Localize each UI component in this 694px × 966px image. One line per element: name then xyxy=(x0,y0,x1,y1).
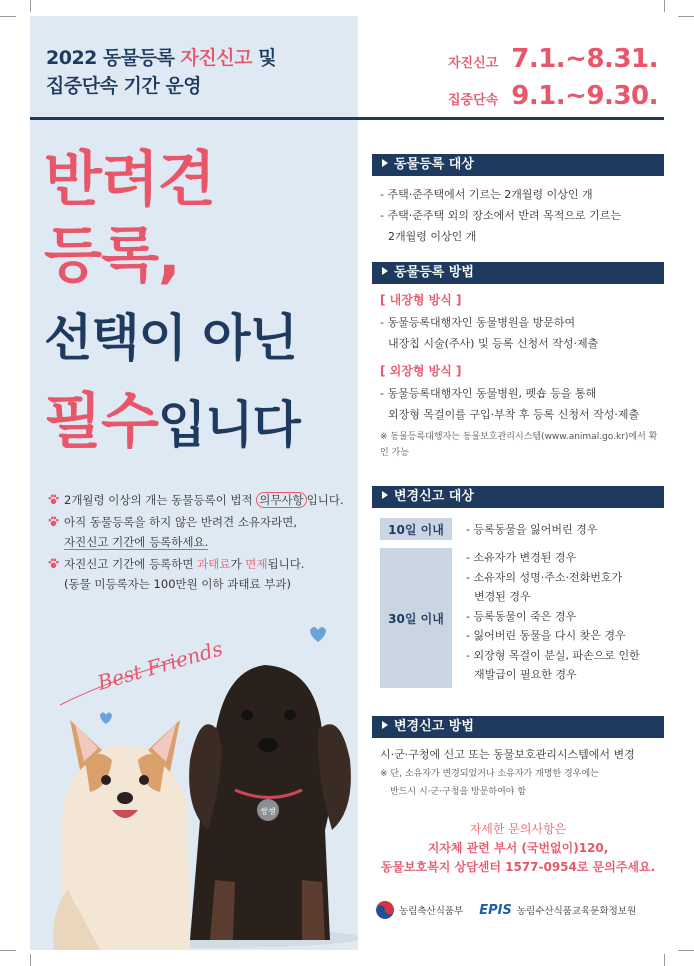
taegeuk-emblem-icon xyxy=(376,901,394,919)
list-item: - 동물등록대행자인 동물병원, 펫숍 등을 통해 xyxy=(380,387,597,400)
period-dates xyxy=(448,44,658,118)
crop-mark xyxy=(664,0,665,12)
title-line-2: 집중단속 기간 운영 xyxy=(46,75,202,97)
title-text: 2022 동물등록 xyxy=(46,47,181,69)
change-method-note: 반드시 시·군·구청을 방문하여야 함 xyxy=(390,787,527,797)
list-item: - 소유자의 성명·주소·전화번호가 xyxy=(466,570,623,584)
period-box-30-days: 30일 이내 xyxy=(380,548,452,688)
bullet-item xyxy=(48,512,348,552)
bullet-item xyxy=(48,554,348,594)
bullet-text: 됩니다. xyxy=(267,557,305,571)
bullet-text: 아직 동물등록을 하지 않은 반려견 소유자라면, xyxy=(64,515,298,529)
period2-list xyxy=(466,548,662,685)
bullet-item xyxy=(48,490,348,510)
external-method-list xyxy=(380,383,660,425)
bullet-note: (동물 미등록자는 100만원 이하 과태료 부과) xyxy=(64,577,291,591)
section-title: 변경신고 대상 xyxy=(394,489,474,504)
best-friends-script: Best Friends xyxy=(94,636,226,695)
bullet-text: 가 xyxy=(230,557,246,571)
date-row-self-report xyxy=(448,44,658,81)
section-title: 동물등록 방법 xyxy=(394,265,474,280)
title-text: 및 xyxy=(251,47,276,69)
contact-info xyxy=(372,820,664,877)
period1-list xyxy=(466,520,662,540)
footer-logos xyxy=(376,900,666,920)
date-row-crackdown xyxy=(448,81,658,118)
change-method-text: 시·군·구청에 신고 또는 동물보호관리시스템에서 변경 xyxy=(380,748,635,761)
headline-line-4 xyxy=(44,387,300,457)
crop-mark xyxy=(678,950,694,951)
list-item: 내장칩 시술(주사) 및 등록 신청서 작성·제출 xyxy=(388,337,599,350)
list-item: - 잃어버린 동물을 다시 찾은 경우 xyxy=(466,629,626,642)
dachshund-dog xyxy=(189,665,351,940)
list-item: - 주택·준주택 외의 장소에서 반려 목적으로 기르는 xyxy=(380,209,621,222)
triangle-icon xyxy=(382,159,388,167)
dog-tag-text: 쌍챙 xyxy=(260,807,276,816)
heart-icon xyxy=(100,713,112,725)
section-header-change-target xyxy=(372,486,664,508)
bullet-text: 입니다. xyxy=(306,493,344,507)
date-label: 집중단속 xyxy=(448,93,499,108)
headline-line-3: 선택이 아닌 xyxy=(44,309,297,367)
corgi-dog xyxy=(53,720,190,950)
external-method-title: [ 외장형 방식 ] xyxy=(380,364,462,378)
bullet-text: 2개월령 이상의 개는 동물등록이 법적 xyxy=(64,493,257,507)
crop-mark xyxy=(30,0,31,12)
paw-icon xyxy=(48,558,59,569)
list-item: - 주택·준주택에서 기르는 2개월령 이상인 개 xyxy=(380,188,593,201)
list-item: - 소유자가 변경된 경우 xyxy=(466,551,577,564)
poster-title xyxy=(46,44,276,100)
triangle-icon xyxy=(382,267,388,275)
info-bullets xyxy=(48,490,348,594)
highlight-text: 과태료 xyxy=(197,557,231,571)
underlined-text: 자진신고 기간에 등록하세요. xyxy=(64,535,209,549)
agency-name: 농림수산식품교육문화정보원 xyxy=(516,906,637,917)
heart-icon xyxy=(310,627,326,642)
list-item: 변경된 경우 xyxy=(474,590,531,603)
title-line-1 xyxy=(46,44,276,72)
headline-highlight: 필수 xyxy=(44,387,158,457)
header-divider xyxy=(30,117,664,120)
date-value: 9.1.~9.30. xyxy=(511,81,658,111)
crop-mark xyxy=(678,16,694,17)
dogs-illustration xyxy=(40,620,358,950)
target-list xyxy=(380,184,660,247)
crop-mark xyxy=(664,954,665,966)
headline-text: 입니다 xyxy=(157,396,300,454)
change-method-note: ※ 단, 소유자가 변경되었거나 소유자가 개명한 경우에는 xyxy=(380,769,599,779)
period-box-10-days: 10일 이내 xyxy=(380,518,452,540)
section-header-method xyxy=(372,262,664,284)
list-item: 외장형 목걸이를 구입·부착 후 등록 신청서 작성·제출 xyxy=(388,408,640,421)
list-item: - 등록동물이 죽은 경우 xyxy=(466,609,577,623)
circled-text: 의무사항 xyxy=(256,492,306,508)
crop-mark xyxy=(30,954,31,966)
headline-line-1: 반려견 xyxy=(44,145,215,215)
crop-mark xyxy=(0,950,16,951)
date-label: 자진신고 xyxy=(448,56,499,71)
list-item: 재발급이 필요한 경우 xyxy=(474,668,577,681)
epis-logo: EPIS xyxy=(479,902,512,918)
internal-method-title: [ 내장형 방식 ] xyxy=(380,293,462,307)
bullet-text: 자진신고 기간에 등록하면 xyxy=(64,557,198,571)
paw-icon xyxy=(48,494,59,505)
contact-line: 자세한 문의사항은 xyxy=(469,822,567,836)
triangle-icon xyxy=(382,491,388,499)
method-note: ※ 동물등록대행자는 동물보호관리시스템(www.animal.go.kr)에서 확인 가능 xyxy=(380,432,658,458)
ministry-name: 농림축산식품부 xyxy=(399,906,464,917)
contact-line: 지자체 관련 부서 (국번없이)120, xyxy=(427,841,609,855)
section-title: 변경신고 방법 xyxy=(394,719,474,734)
date-value: 7.1.~8.31. xyxy=(511,44,658,74)
triangle-icon xyxy=(382,721,388,729)
section-header-target xyxy=(372,154,664,176)
internal-method-list xyxy=(380,312,660,354)
paw-icon xyxy=(48,516,59,527)
title-highlight: 자진신고 xyxy=(180,47,252,69)
list-item: - 등록동물을 잃어버린 경우 xyxy=(466,523,598,536)
section-header-change-method xyxy=(372,716,664,738)
section-title: 동물등록 대상 xyxy=(394,157,474,172)
crop-mark xyxy=(0,16,16,17)
contact-line: 동물보호복지 상담센터 1577-0954로 문의주세요. xyxy=(380,860,656,874)
headline-line-2: 등록, xyxy=(44,221,180,291)
list-item: - 외장형 목걸이 분실, 파손으로 인한 xyxy=(466,648,640,662)
list-item: - 동물등록대행자인 동물병원을 방문하여 xyxy=(380,316,576,329)
highlight-text: 면제 xyxy=(245,557,268,571)
list-item: 2개월령 이상인 개 xyxy=(388,230,477,243)
